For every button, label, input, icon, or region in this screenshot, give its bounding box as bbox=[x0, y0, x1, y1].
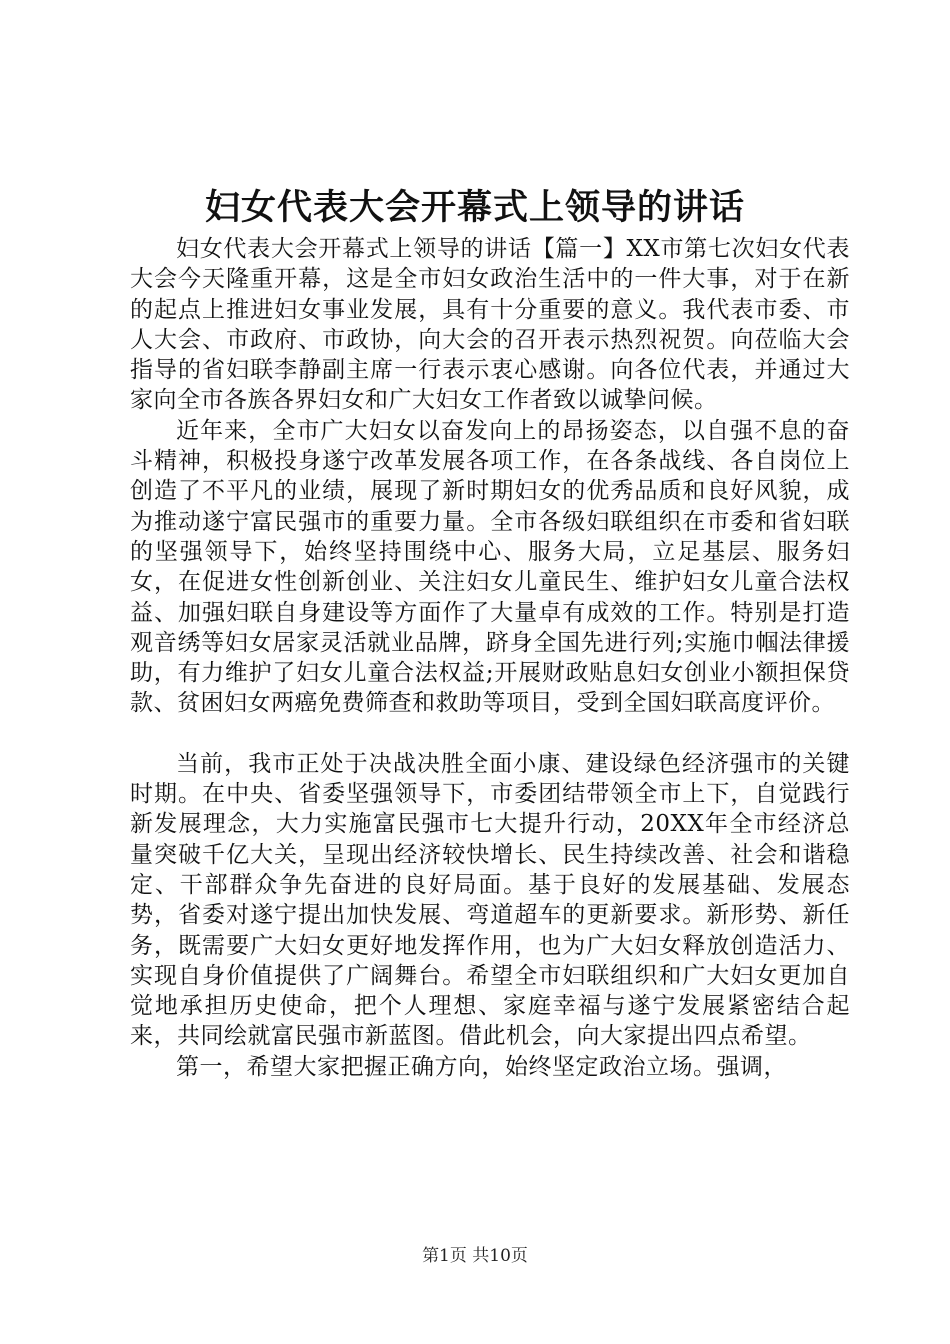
document-body bbox=[130, 234, 850, 1082]
document-title: 妇女代表大会开幕式上领导的讲话 bbox=[204, 187, 745, 228]
page-number-footer: 第1页 共10页 bbox=[422, 1246, 528, 1266]
paragraph-first-hope: 第一，希望大家把握正确方向，始终坚定政治立场。强调， bbox=[176, 1053, 787, 1080]
paragraph-opening: 妇女代表大会开幕式上领导的讲话【篇一】XX市第七次妇女代表大会今天隆重开幕，这是全市妇女政治生活中的一件大事，对于在新的起点上推进妇女事业发展，具有十分重要的意义。我代表市委、市人大会、市政府、市政协，向大会的召开表示热烈祝贺。向莅临大会指导的省妇联李静副主席一行表示衷心感谢。向各位代表，并通过大家向全市各族各界妇女和广大妇女工作者致以诚挚问候。 bbox=[130, 236, 850, 414]
paragraph-achievements: 近年来，全市广大妇女以奋发向上的昂扬姿态，以自强不息的奋斗精神，积极投身遂宁改革发展各项工作，在各条战线、各自岗位上创造了不平凡的业绩，展现了新时期妇女的优秀品质和良好风貌，成为推动遂宁富民强市的重要力量。全市各级妇联组织在市委和省妇联的坚强领导下，始终坚持围绕中心、服务大局，立足基层、服务妇女，在促进女性创新创业、关注妇女儿童民生、维护妇女儿童合法权益、加强妇联自身建设等方面作了大量卓有成效的工作。特别是打造观音绣等妇女居家灵活就业品牌，跻身全国先进行列;实施巾帼法律援助，有力维护了妇女儿童合法权益;开展财政贴息妇女创业小额担保贷款、贫困妇女两癌免费筛查和救助等项目，受到全国妇联高度评价。 bbox=[130, 417, 850, 717]
paragraph-current-situation: 当前，我市正处于决战决胜全面小康、建设绿色经济强市的关键时期。在中央、省委坚强领导下，市委团结带领全市上下，自觉践行新发展理念，大力实施富民强市七大提升行动，20XX年全市经济总量突破千亿大关，呈现出经济较快增长、民生持续改善、社会和谐稳定、干部群众争先奋进的良好局面。基于良好的发展基础、发展态势，省委对遂宁提出加快发展、弯道超车的更新要求。新形势、新任务，既需要广大妇女更好地发挥作用，也为广大妇女释放创造活力、实现自身价值提供了广阔舞台。希望全市妇联组织和广大妇女更加自觉地承担历史使命，把个人理想、家庭幸福与遂宁发展紧密结合起来，共同绘就富民强市新蓝图。借此机会，向大家提出四点希望。 bbox=[130, 750, 850, 1050]
